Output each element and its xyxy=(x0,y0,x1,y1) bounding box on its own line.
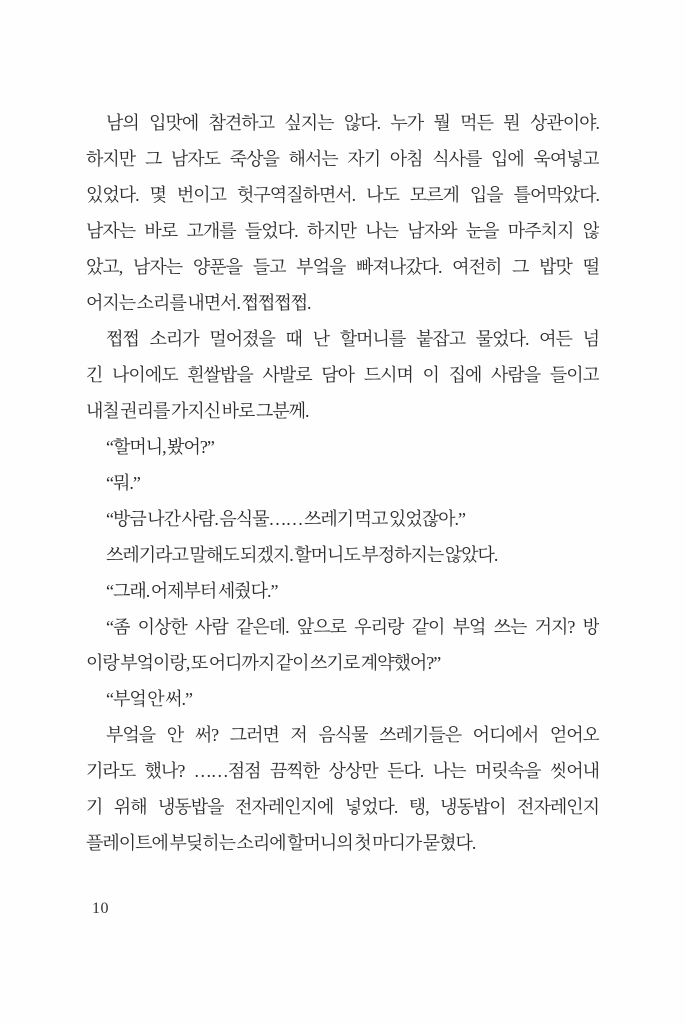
body-line: 남의 입맛에 참견하고 싶지는 않다. 누가 뭘 먹든 뭔 상관이야. xyxy=(106,113,599,133)
body-line: 긴 나이에도 흰쌀밥을 사발로 담아 드시며 이 집에 사람을 들이고 xyxy=(86,365,599,385)
body-line: 있었다. 몇 번이고 헛구역질하면서. 나도 모르게 입을 틀어막았다. xyxy=(86,185,599,205)
page-number: 10 xyxy=(92,900,109,917)
body-line: “방금 나간 사람. 음식물…… 쓰레기 먹고 있었잖아.” xyxy=(106,509,465,529)
body-line: 이랑 부엌이랑, 또 어디까지 같이 쓰기로 계약했어?” xyxy=(86,653,441,673)
body-text-block xyxy=(86,105,599,861)
body-line: 남자는 바로 고개를 들었다. 하지만 나는 남자와 눈을 마주치지 않 xyxy=(86,221,599,241)
body-line: “할머니, 봤어?” xyxy=(106,437,214,457)
body-line: 하지만 그 남자도 죽상을 해서는 자기 아침 식사를 입에 욱여넣고 xyxy=(86,149,599,169)
body-line: 았고, 남자는 양푼을 들고 부엌을 빠져나갔다. 여전히 그 밥맛 떨 xyxy=(86,257,599,277)
body-line: “그래. 어제부터 세줬다.” xyxy=(106,581,278,601)
body-line: “부엌 안 써.” xyxy=(106,689,193,709)
body-line: 어지는 소리를 내면서. 쩝쩝쩝쩝. xyxy=(86,293,311,313)
body-line: 부엌을 안 써? 그러면 저 음식물 쓰레기들은 어디에서 얻어오 xyxy=(106,725,599,745)
body-line: 내칠 권리를 가지신 바로 그분께. xyxy=(86,401,309,421)
body-line: 쓰레기라고 말해도 되겠지. 할머니도 부정하지는 않았다. xyxy=(106,545,498,565)
body-line: 쩝쩝 소리가 멀어졌을 때 난 할머니를 붙잡고 물었다. 여든 넘 xyxy=(106,329,599,349)
body-line: 기라도 했나? ……점점 끔찍한 상상만 든다. 나는 머릿속을 씻어내 xyxy=(86,761,599,781)
body-line: “뭐.” xyxy=(106,473,140,493)
body-line: “좀 이상한 사람 같은데. 앞으로 우리랑 같이 부엌 쓰는 거지? 방 xyxy=(106,617,599,637)
body-line: 플레이트에 부딪히는 소리에 할머니의 첫 마디가 묻혔다. xyxy=(86,833,476,853)
body-line: 기 위해 냉동밥을 전자레인지에 넣었다. 탱, 냉동밥이 전자레인지 xyxy=(86,797,599,817)
